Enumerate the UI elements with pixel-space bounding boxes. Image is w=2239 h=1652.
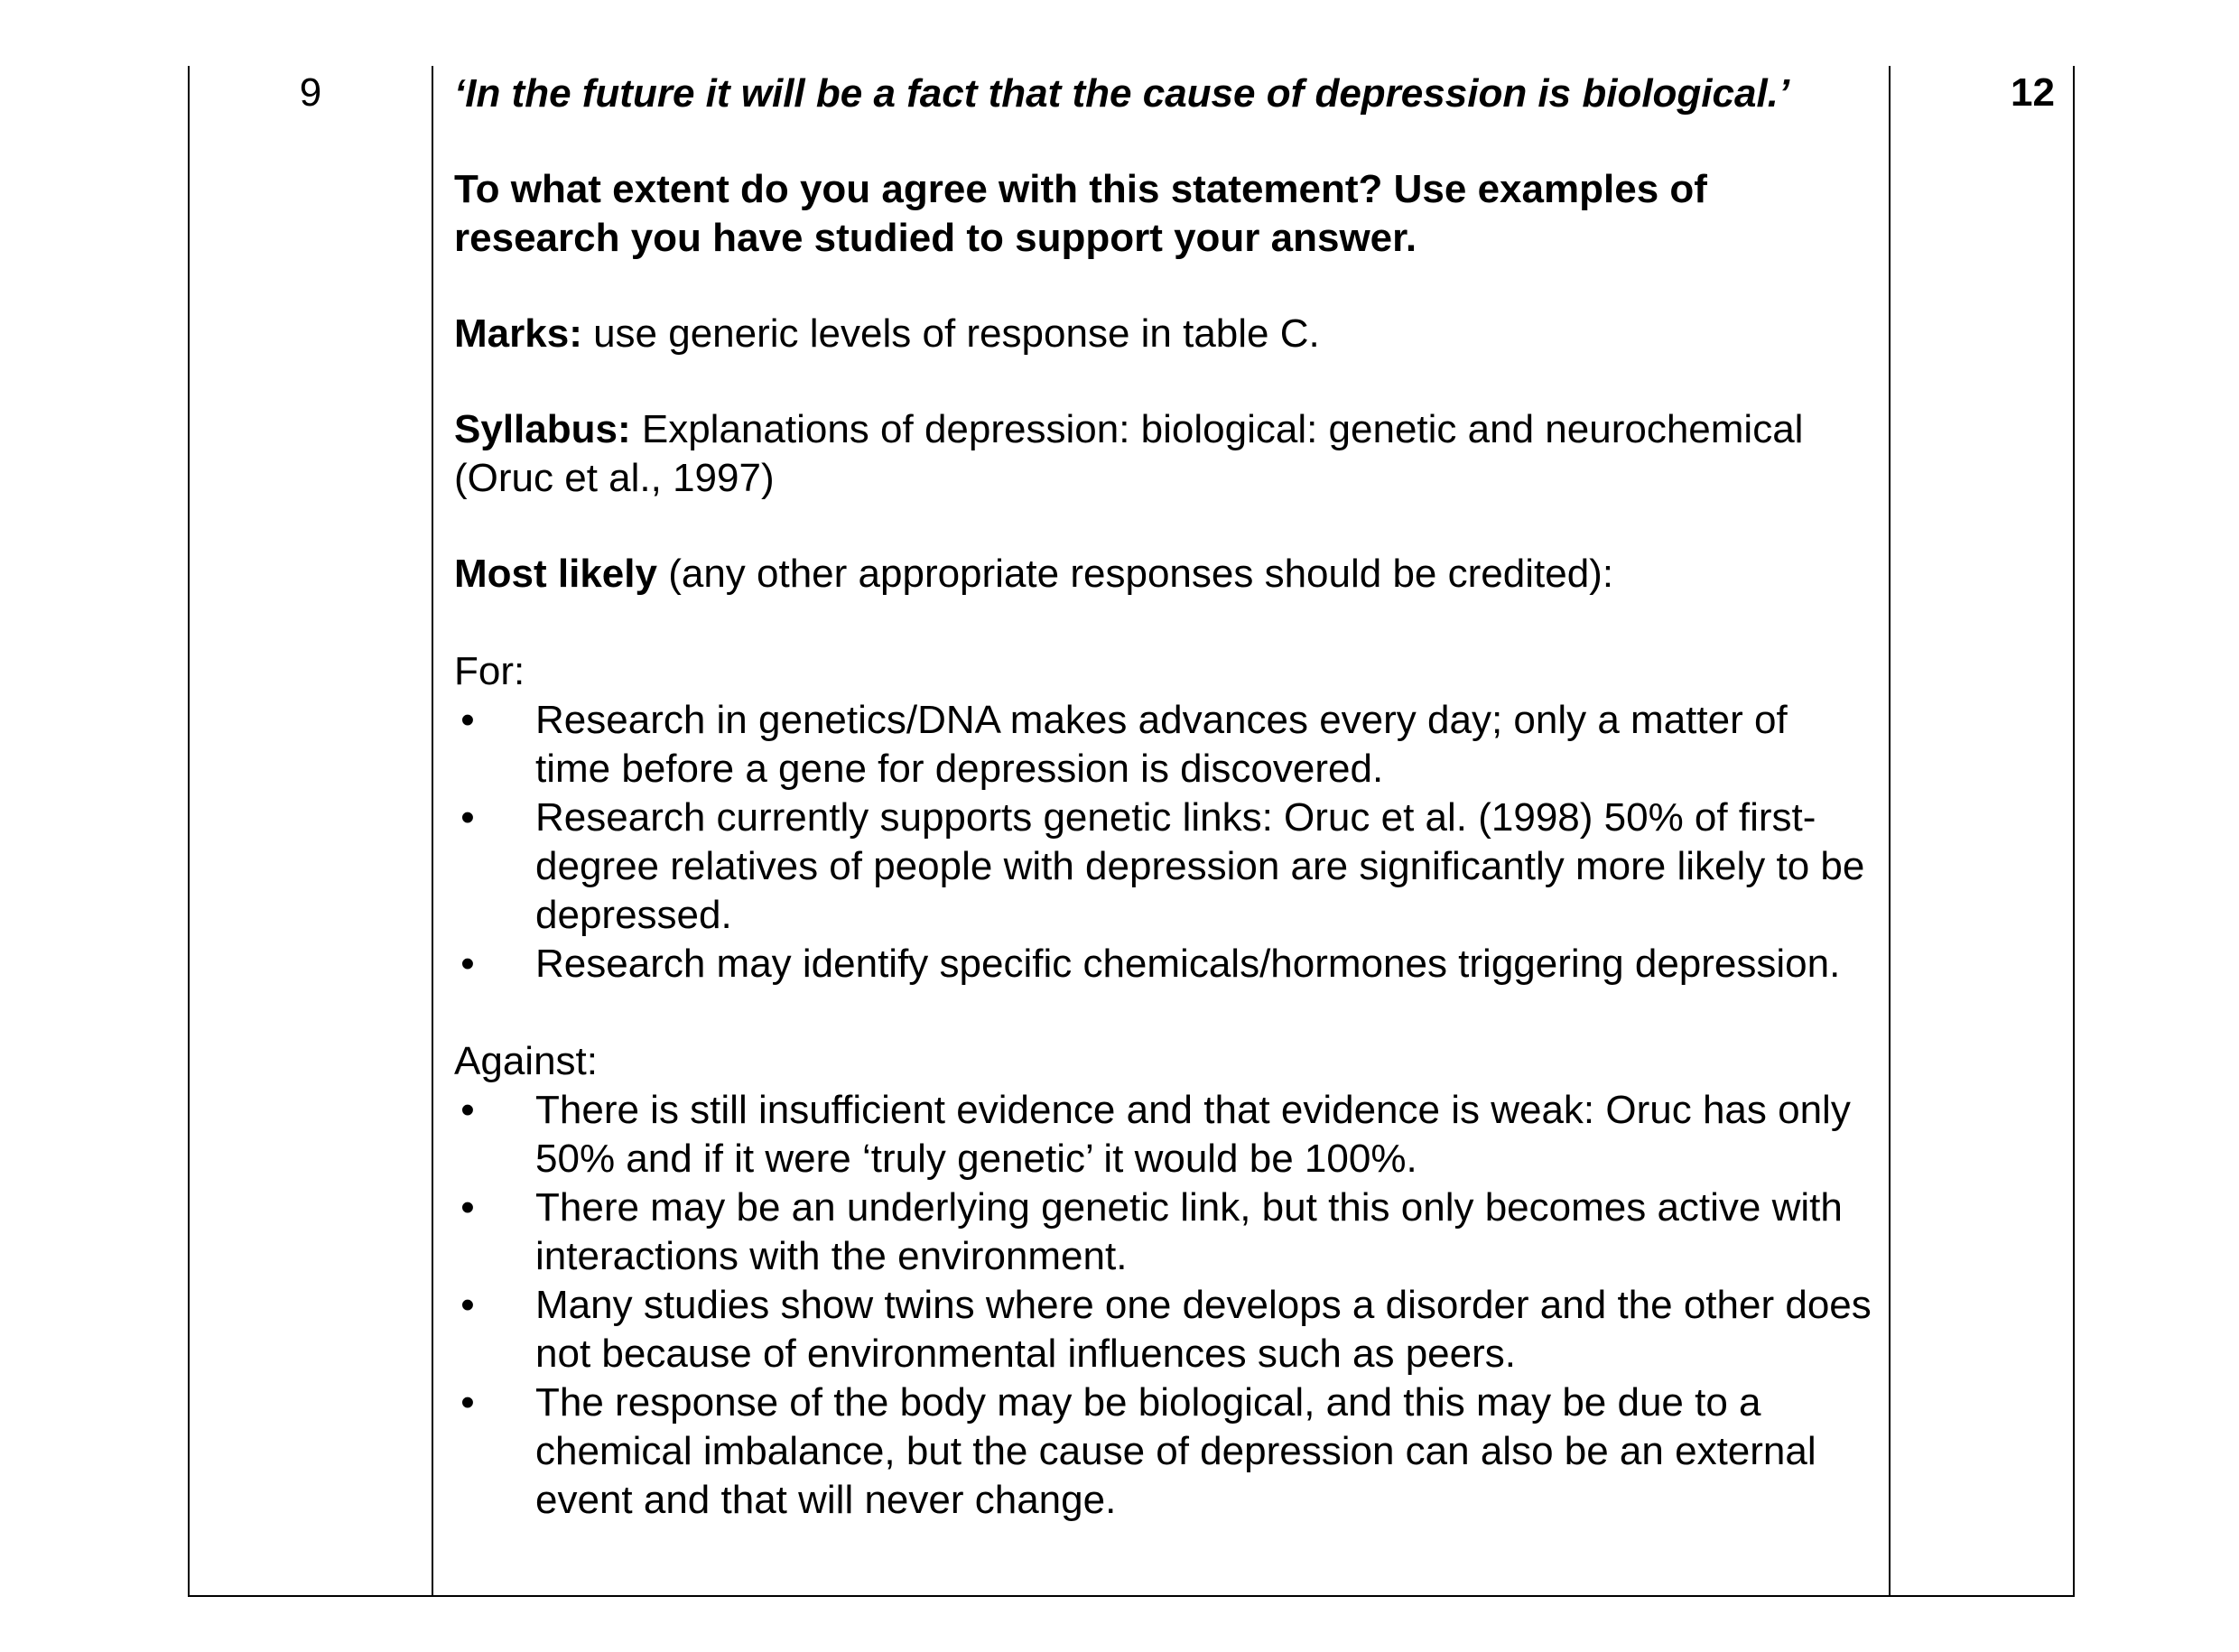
column-divider: [1889, 66, 1891, 1595]
question-instruction: To what extent do you agree with this statement? Use examples of research you have studied to support your answer.: [454, 167, 1707, 260]
syllabus-text: Explanations of depression: biological: genetic and neurochemical (Oruc et al., 1997): [454, 407, 1804, 500]
spacer: [454, 358, 1872, 405]
spacer: [454, 503, 1872, 550]
bullet-icon: •: [460, 1088, 475, 1132]
marks-info: [454, 310, 1872, 358]
list-item-text: Research currently supports genetic links: Oruc et al. (1998) 50% of first-degree relatives of people with depression are significantly more likely to be depressed.: [535, 795, 1865, 937]
spacer: [454, 263, 1872, 310]
list-item-text: Research in genetics/DNA makes advances every day; only a matter of time before a gene for depression is discovered.: [535, 698, 1788, 791]
list-item: [454, 1281, 1872, 1378]
marks-label: Marks:: [454, 311, 582, 356]
list-item: [454, 696, 1872, 794]
syllabus-info: [454, 405, 1872, 503]
list-item-text: There is still insufficient evidence and that evidence is weak: Oruc has only 50% and if it were ‘truly genetic’ it would be 100%.: [535, 1088, 1851, 1181]
bullet-icon: •: [460, 1380, 475, 1425]
spacer: [454, 118, 1872, 165]
column-divider: [432, 66, 433, 1595]
for-list: [454, 696, 1872, 988]
against-list: [454, 1086, 1872, 1525]
bullet-icon: •: [460, 698, 475, 742]
total-marks: 12: [2011, 70, 2055, 115]
mark-scheme-table: [188, 66, 2075, 1597]
against-heading: Against:: [454, 1039, 598, 1083]
list-item-text: Research may identify specific chemicals/hormones triggering depression.: [535, 942, 1841, 986]
marks-text: use generic levels of response in table C.: [581, 311, 1320, 356]
bullet-icon: •: [460, 795, 475, 840]
list-item: [454, 1378, 1872, 1525]
answer-guidance-cell: [454, 70, 1872, 1525]
syllabus-label: Syllabus:: [454, 407, 631, 451]
list-item-text: Many studies show twins where one develops a disorder and the other does not because of environmental influences such as peers.: [535, 1283, 1872, 1376]
bullet-icon: •: [460, 1283, 475, 1327]
list-item: [454, 1086, 1872, 1183]
list-item: [454, 794, 1872, 940]
most-likely-info: [454, 550, 1872, 599]
list-item-text: There may be an underlying genetic link, but this only becomes active with interactions with the environment.: [535, 1185, 1843, 1278]
question-number: 9: [299, 70, 322, 115]
most-likely-text: (any other appropriate responses should be credited):: [656, 552, 1614, 596]
spacer: [454, 599, 1872, 647]
most-likely-label: Most likely: [454, 552, 657, 596]
list-item-text: The response of the body may be biological, and this may be due to a chemical imbalance, but the cause of depression can also be an external event and that will never change.: [535, 1380, 1816, 1522]
list-item: [454, 940, 1872, 988]
question-quote: ‘In the future it will be a fact that the cause of depression is biological.’: [454, 71, 1790, 116]
bullet-icon: •: [460, 1185, 475, 1230]
for-heading: For:: [454, 649, 525, 693]
bullet-icon: •: [460, 942, 475, 986]
list-item: [454, 1183, 1872, 1281]
spacer: [454, 988, 1872, 1037]
